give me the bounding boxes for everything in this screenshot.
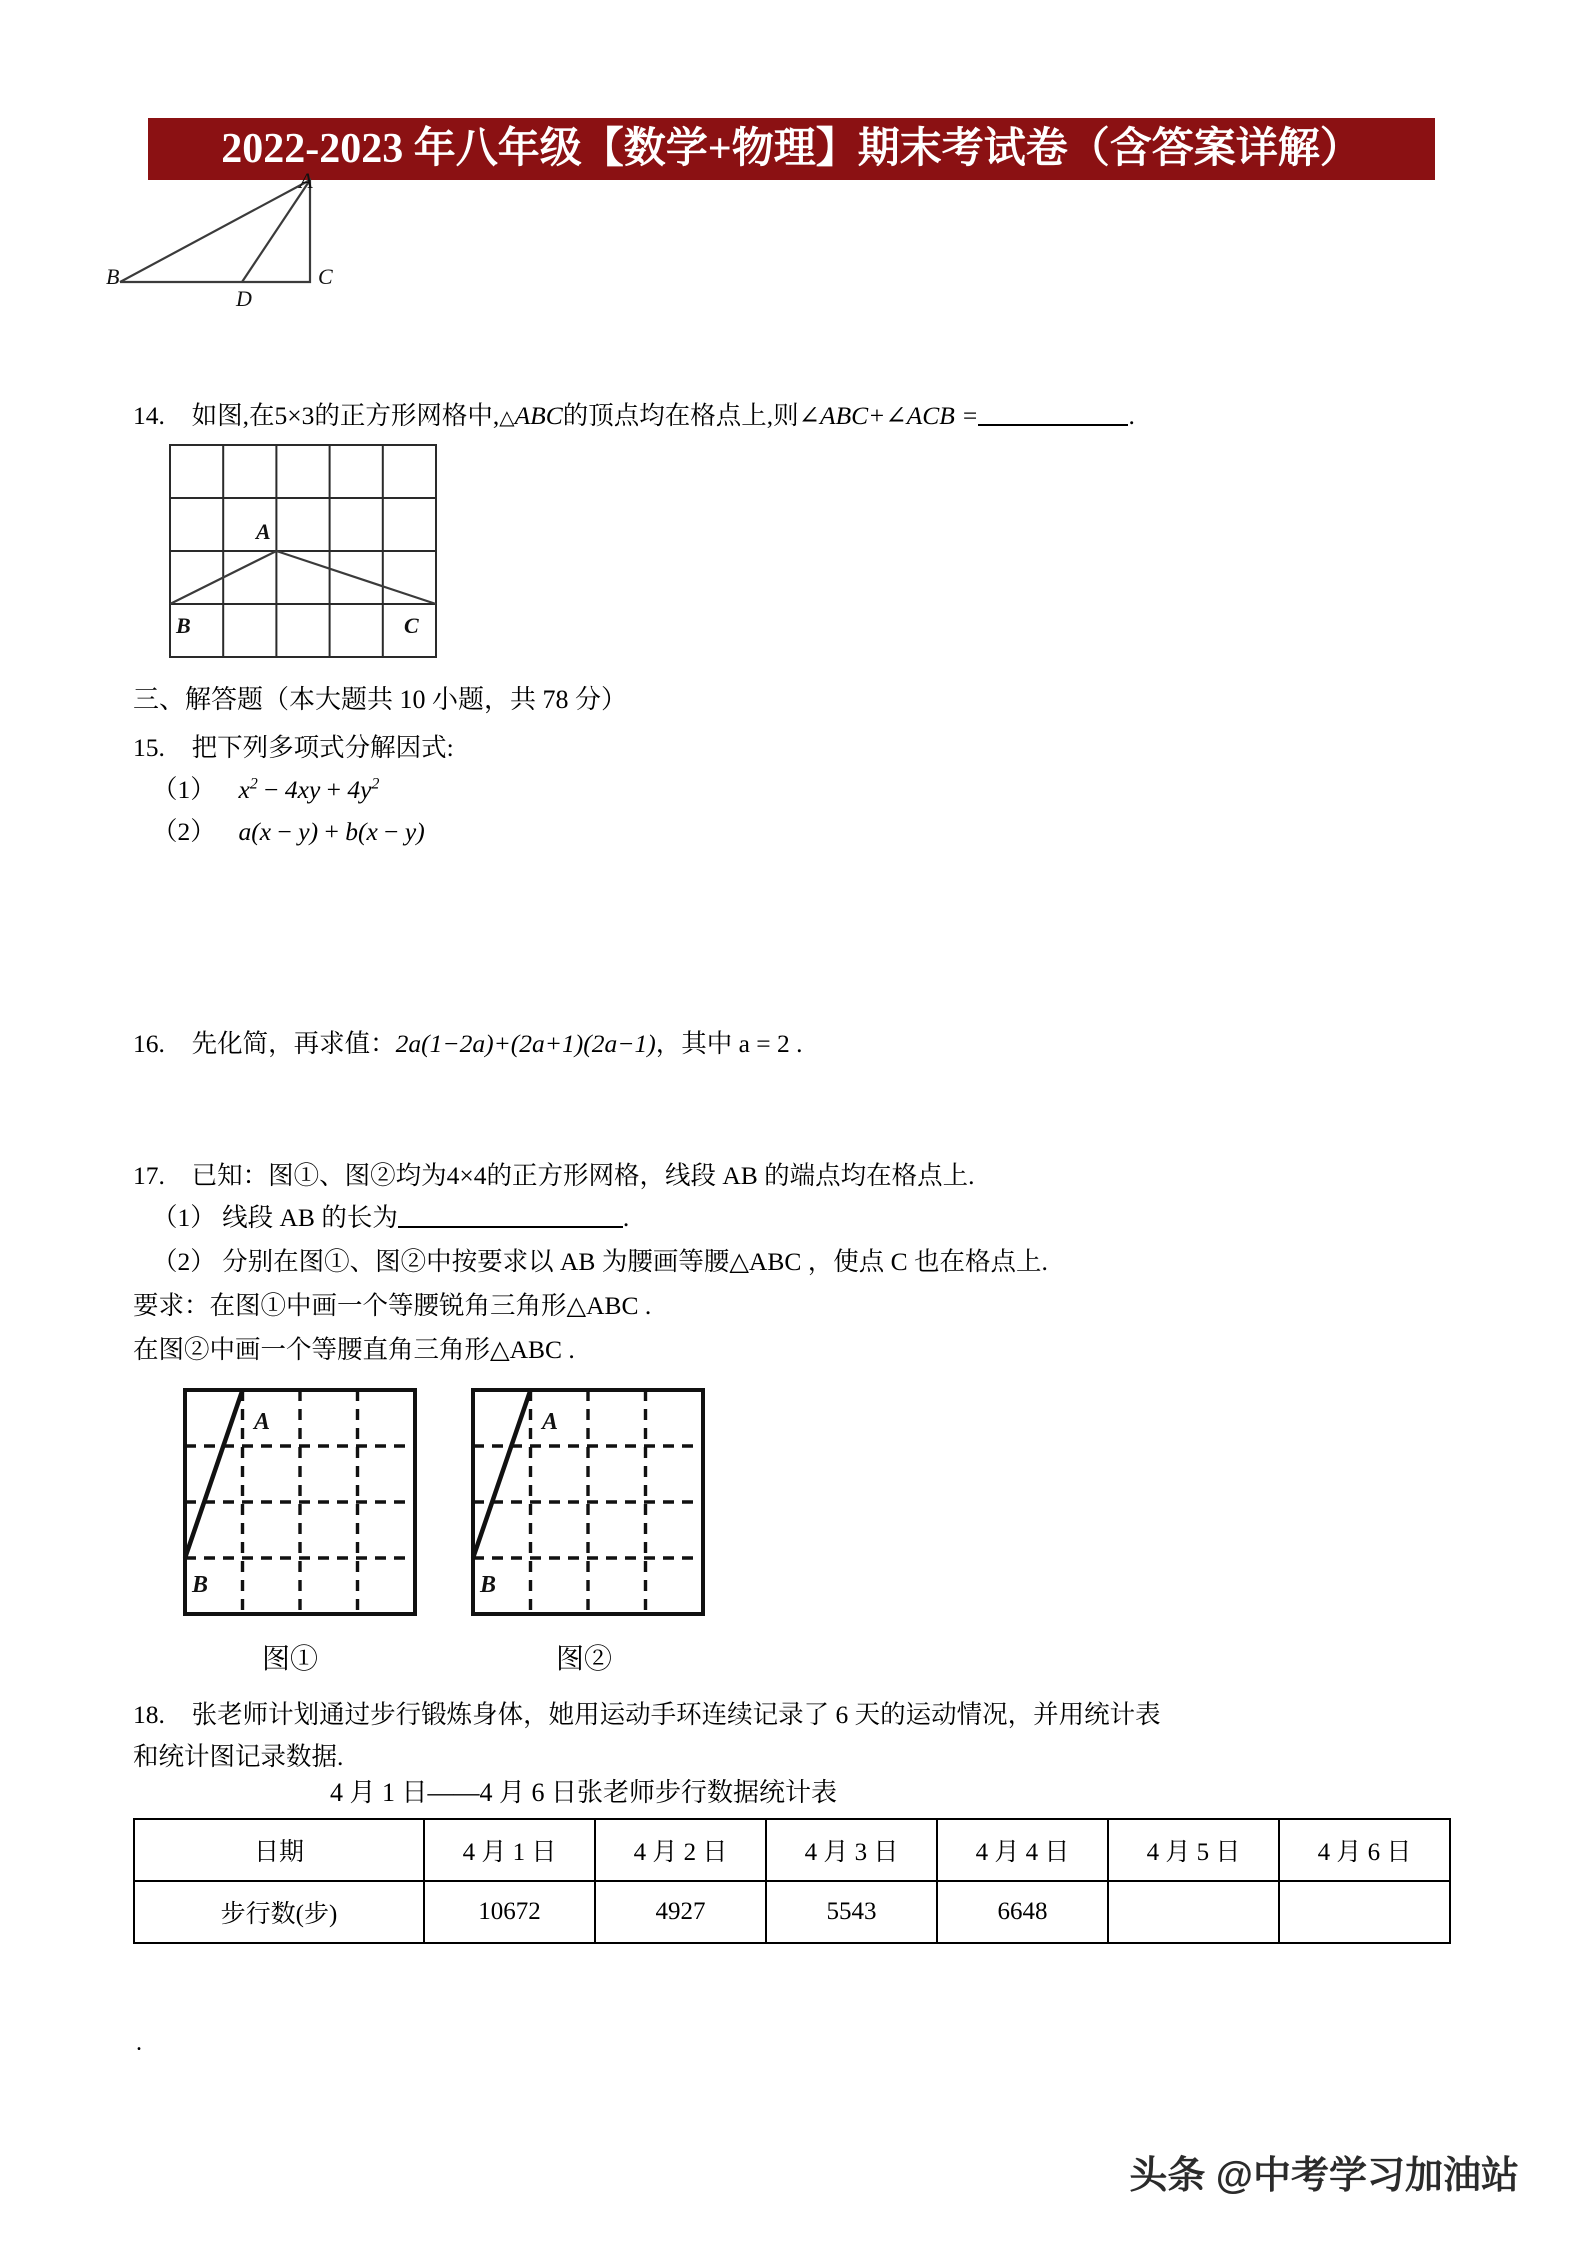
q17-answer-blank[interactable] — [398, 1201, 623, 1229]
section-3-heading: 三、解答题（本大题共 10 小题，共 78 分） — [133, 685, 628, 714]
q15-item1-expression: $x^2 - 4xy + 4y^2$ — [238, 775, 380, 804]
table-label-steps: 步行数(步) — [134, 1881, 424, 1943]
question-15-item-1 — [152, 772, 379, 807]
q16-number: 16. — [133, 1029, 165, 1058]
triangle-label-c: C — [318, 264, 333, 289]
grid53-label-b: B — [176, 613, 191, 638]
q17-line2-text: 线段 AB 的长为 — [222, 1203, 398, 1232]
q15-item1-label: （1） — [152, 775, 216, 804]
grid-fig2-label-b: B — [480, 1572, 497, 1598]
table-row-steps — [134, 1881, 1450, 1943]
statistics-table-caption: 4 月 1 日——4 月 6 日张老师步行数据统计表 — [330, 1778, 838, 1807]
triangle-abc-svg — [100, 172, 460, 377]
table-header-day-3: 4 月 3 日 — [766, 1819, 937, 1881]
q18-number: 18. — [133, 1700, 165, 1729]
question-18-line-1 — [133, 1697, 1161, 1732]
document-title-banner — [148, 118, 1435, 180]
grid53-label-a: A — [256, 519, 271, 544]
q14-text-part1: 如图,在5×3的正方形网格中, — [191, 401, 500, 430]
grid-5x3-svg — [168, 443, 468, 663]
q14-trailing: . — [1128, 401, 1135, 430]
grid-fig1-label-a: A — [254, 1409, 271, 1435]
table-header-day-1: 4 月 1 日 — [424, 1819, 595, 1881]
question-17-line-4: 要求：在图①中画一个等腰锐角三角形△ABC . — [133, 1291, 652, 1320]
question-18-line-2: 和统计图记录数据. — [133, 1742, 344, 1771]
triangle-label-a: A — [299, 172, 313, 193]
table-cell-steps-day-1: 10672 — [424, 1881, 595, 1943]
q17-line2-end: . — [622, 1203, 630, 1232]
q17-line1-text: 已知：图①、图②均为4×4的正方形网格，线段 AB 的端点均在格点上. — [191, 1161, 975, 1190]
watermark-text: 头条 @中考学习加油站 — [1129, 2155, 1519, 2197]
q14-answer-blank[interactable] — [978, 399, 1128, 427]
grid53-label-c: C — [404, 613, 419, 638]
table-header-date: 日期 — [134, 1819, 424, 1881]
grid-fig2-label-a: A — [542, 1409, 559, 1435]
question-17-line-5: 在图②中画一个等腰直角三角形△ABC . — [133, 1335, 575, 1364]
q15-item2-expression: a(x − y) + b(x − y) — [238, 817, 425, 846]
q14-text-part2: 的顶点均在格点上,则 — [562, 401, 799, 430]
table-cell-steps-day-3: 5543 — [766, 1881, 937, 1943]
table-row-header — [134, 1819, 1450, 1881]
grid-fig2-svg — [470, 1387, 720, 1630]
figure-triangle-abc — [100, 172, 460, 377]
q14-abc: ABC — [514, 401, 563, 430]
table-cell-steps-day-4: 6648 — [937, 1881, 1108, 1943]
q17-number: 17. — [133, 1161, 165, 1190]
table-header-day-4: 4 月 4 日 — [937, 1819, 1108, 1881]
table-cell-steps-day-2: 4927 — [595, 1881, 766, 1943]
table-header-day-2: 4 月 2 日 — [595, 1819, 766, 1881]
q15-stem-text: 把下列多项式分解因式: — [191, 733, 454, 762]
question-17-line-1 — [133, 1158, 975, 1193]
q16-condition: ，其中 a = 2 . — [655, 1029, 803, 1058]
table-header-day-6: 4 月 6 日 — [1279, 1819, 1450, 1881]
q14-angle-expression: ∠ABC+∠ACB = — [798, 401, 979, 430]
question-17-line-2 — [152, 1200, 629, 1235]
question-15-stem — [133, 730, 454, 765]
grid-fig1-label-b: B — [192, 1572, 209, 1598]
question-14 — [133, 398, 1135, 433]
question-15-item-2 — [152, 814, 425, 849]
triangle-label-d: D — [236, 286, 252, 311]
q17-line3-text: 分别在图①、图②中按要求以 AB 为腰画等腰△ABC ，使点 C 也在格点上. — [222, 1247, 1048, 1276]
figure-2-caption: 图② — [556, 1644, 613, 1675]
q16-expression: 2a(1−2a)+(2a+1)(2a−1) — [395, 1029, 656, 1058]
q14-triangle-symbol: △ — [499, 407, 515, 429]
q14-number: 14. — [133, 401, 165, 430]
q15-number: 15. — [133, 733, 165, 762]
table-header-day-5: 4 月 5 日 — [1108, 1819, 1279, 1881]
q15-item2-label: （2） — [152, 817, 216, 846]
page-title: 2022-2023 年八年级【数学+物理】期末考试卷（含答案详解） — [221, 126, 1362, 172]
figure-grid-4x4-one — [182, 1387, 432, 1630]
table-cell-steps-day-6 — [1279, 1881, 1450, 1943]
figure-grid-5x3 — [168, 443, 468, 663]
page-trailing-dot: . — [136, 2030, 142, 2056]
q17-item1-label: （1） — [152, 1203, 216, 1232]
question-16 — [133, 1026, 803, 1061]
q16-stem: 先化简，再求值： — [191, 1029, 396, 1058]
figure-1-caption: 图① — [262, 1644, 319, 1675]
triangle-label-b: B — [106, 264, 120, 289]
figure-grid-4x4-two — [470, 1387, 720, 1630]
question-17-line-3 — [152, 1244, 1048, 1279]
q18-line1-text: 张老师计划通过步行锻炼身体，她用运动手环连续记录了 6 天的运动情况，并用统计表 — [191, 1700, 1161, 1729]
q17-item2-label: （2） — [152, 1247, 216, 1276]
grid-fig1-svg — [182, 1387, 432, 1630]
table-cell-steps-day-5 — [1108, 1881, 1279, 1943]
steps-statistics-table — [133, 1818, 1451, 1944]
